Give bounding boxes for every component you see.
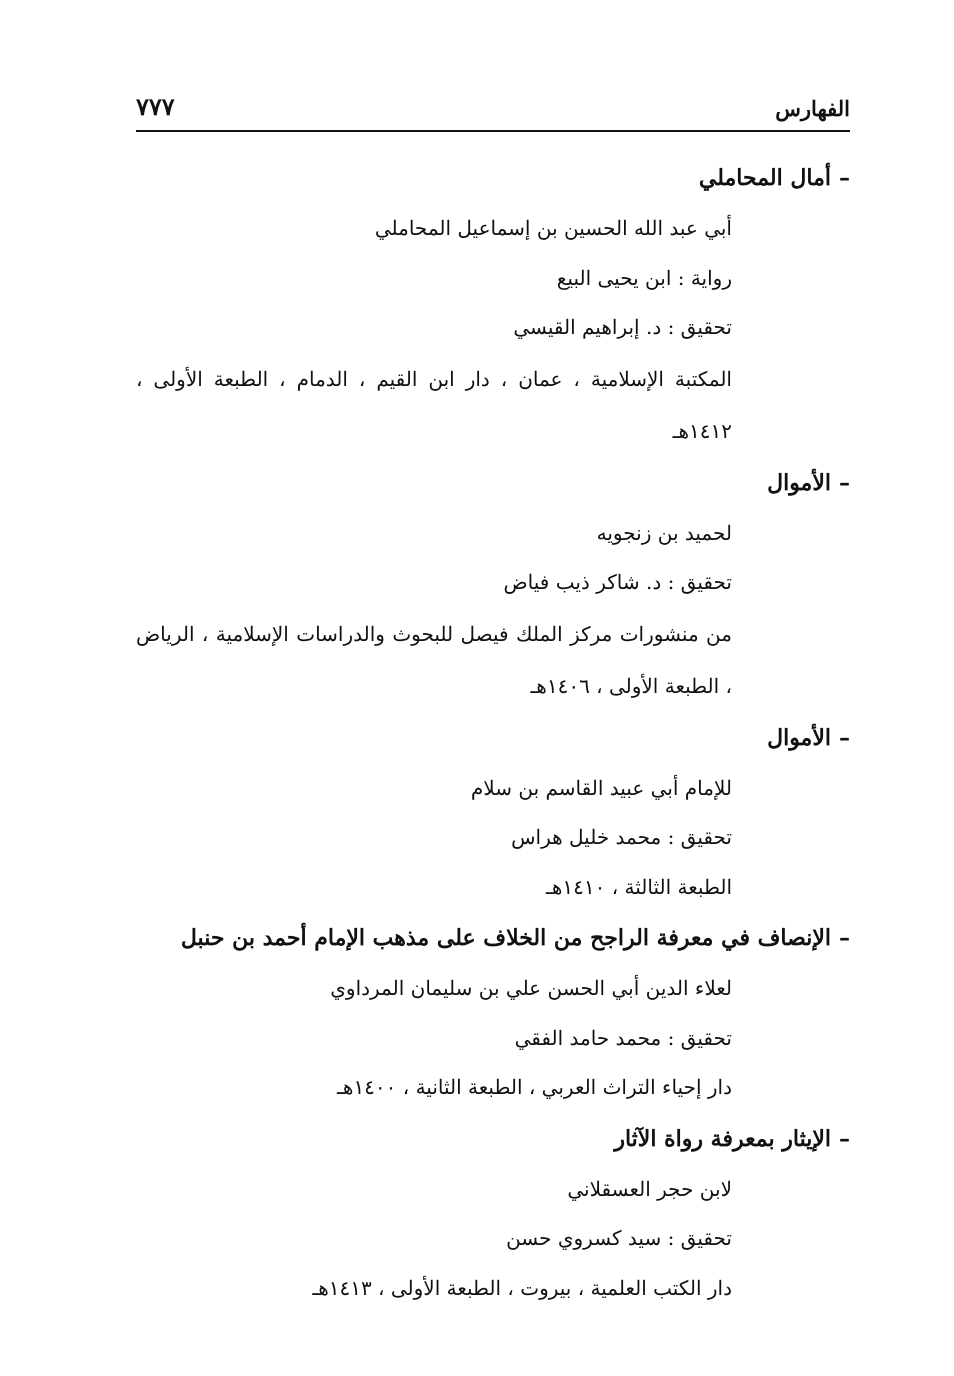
entry-publisher: من منشورات مركز الملك فيصل للبحوث والدراسات الإسلامية ، الرياض ، الطبعة الأولى ، ١٤٠٦هـ <box>136 621 732 698</box>
entry-dash: – <box>839 925 850 951</box>
bibliography-list <box>136 152 850 1313</box>
bibliography-entry <box>136 1113 850 1314</box>
entry-dash: – <box>839 469 850 496</box>
entry-title-text: الأموال <box>767 724 831 751</box>
bibliography-entry <box>136 912 850 1113</box>
bibliography-entry <box>136 152 850 457</box>
entry-publisher: دار الكتب العلمية ، بيروت ، الطبعة الأولى ، ١٤١٣هـ <box>312 1275 732 1300</box>
running-head: الفهارس <box>775 96 850 121</box>
entry-title-text: الإيثار بمعرفة رواة الآثار <box>614 1125 831 1152</box>
entry-author: للإمام أبي عبيد القاسم بن سلام <box>470 775 732 800</box>
entry-author: لابن حجر العسقلاني <box>567 1176 732 1201</box>
entry-editor: تحقيق : د. شاكر ذيب فياض <box>503 570 732 594</box>
entry-dash: – <box>839 1125 850 1152</box>
header-rule <box>136 130 850 132</box>
page-number: ٧٧٧ <box>136 92 175 121</box>
bibliography-entry <box>136 457 850 712</box>
entry-author: لحميد بن زنجويه <box>596 520 732 545</box>
entry-title <box>136 1113 850 1165</box>
entry-author: لعلاء الدين أبي الحسن علي بن سليمان المرداوي <box>330 976 732 1000</box>
entry-author: أبي عبد الله الحسين بن إسماعيل المحاملي <box>374 216 732 240</box>
entry-title-text: الأموال <box>767 469 831 496</box>
entry-publisher: المكتبة الإسلامية ، عمان ، دار ابن القيم ، الدمام ، الطبعة الأولى ، ١٤١٢هـ <box>136 366 732 443</box>
entry-dash: – <box>839 724 850 751</box>
entry-dash: – <box>839 165 850 191</box>
entry-title-text: الإنصاف في معرفة الراجح من الخلاف على مذهب الإمام أحمد بن حنبل <box>180 925 831 951</box>
entry-publisher: دار إحياء التراث العربي ، الطبعة الثانية ، ١٤٠٠هـ <box>337 1075 732 1099</box>
entry-editor: تحقيق : د. إبراهيم القيسي <box>513 315 732 339</box>
entry-title <box>136 712 850 764</box>
entry-title <box>136 912 850 964</box>
entry-editor: تحقيق : محمد حامد الفقي <box>514 1025 732 1050</box>
page-header <box>136 92 850 128</box>
entry-publisher: الطبعة الثالثة ، ١٤١٠هـ <box>546 874 732 899</box>
bibliography-entry <box>136 712 850 913</box>
entry-editor: تحقيق : سيد كسروي حسن <box>506 1226 732 1250</box>
entry-title <box>136 152 850 204</box>
entry-editor: تحقيق : محمد خليل هراس <box>511 825 732 849</box>
entry-title <box>136 457 850 509</box>
entry-narration: رواية : ابن يحيى البيع <box>556 265 732 290</box>
entry-title-text: أمال المحاملي <box>698 165 831 191</box>
